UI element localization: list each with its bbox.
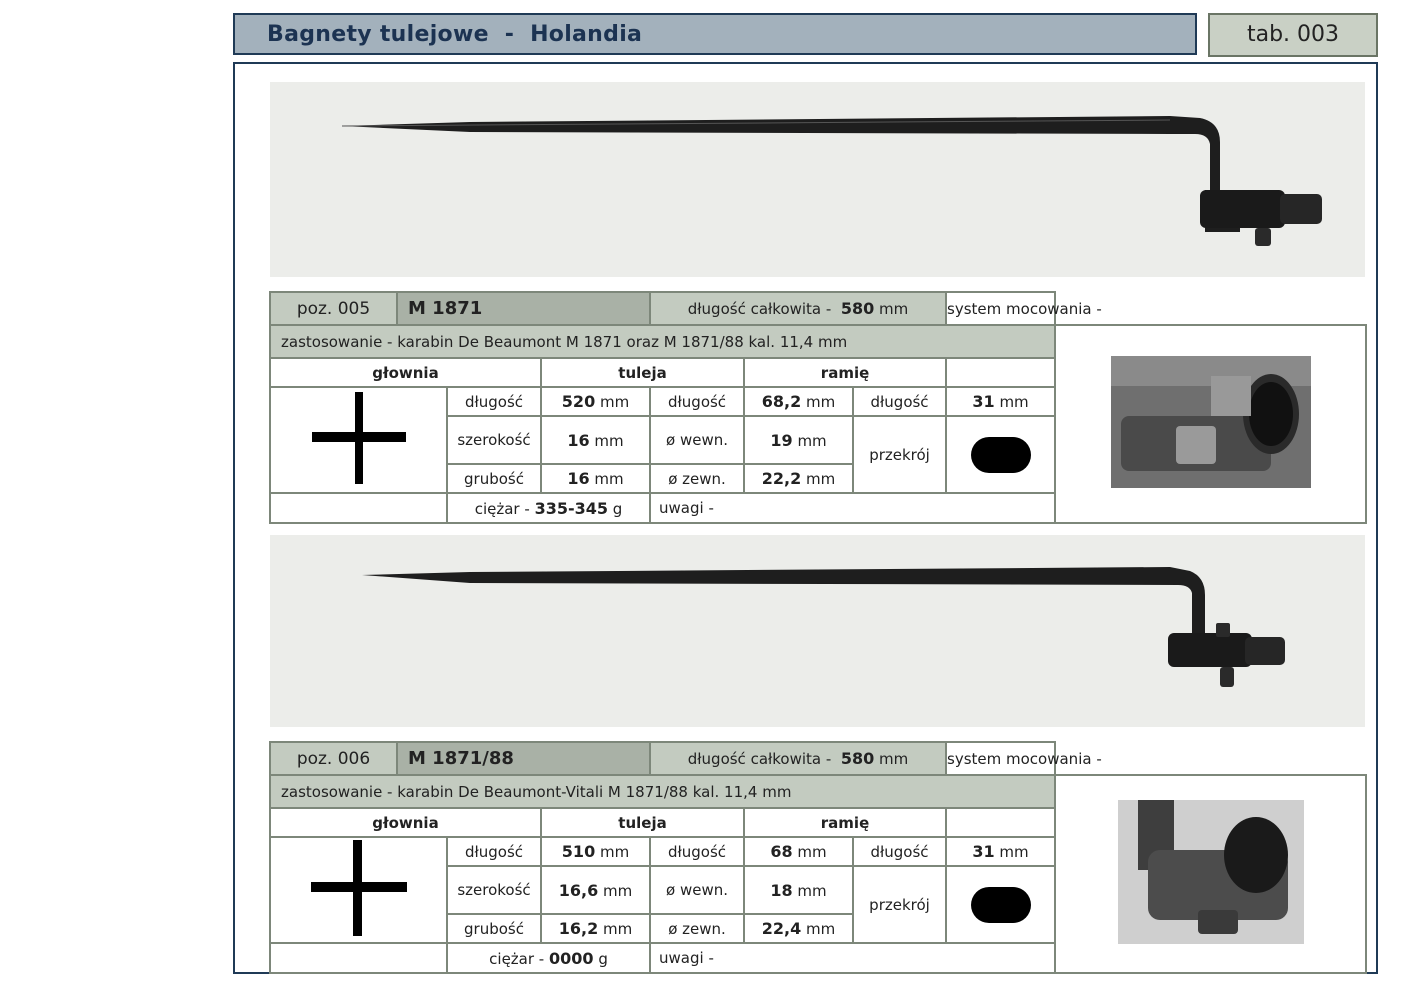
blank-cell [270, 493, 447, 523]
outer-diameter-label: ø zewn. [650, 914, 744, 943]
model-name: M 1871/88 [397, 742, 650, 775]
blade-length-label: długość [447, 387, 541, 416]
mount-image [1111, 356, 1311, 488]
arm-header: ramię [744, 808, 946, 837]
socket-header: tuleja [541, 808, 744, 837]
blade-length: 520 mm [541, 387, 650, 416]
arm-cross-section [946, 866, 1055, 943]
arm-length-label: długość [853, 387, 946, 416]
socket-header: tuleja [541, 358, 744, 387]
total-length: długość całkowita - 580 mm [650, 292, 946, 325]
blade-thickness: 16,2 mm [541, 914, 650, 943]
inner-diameter-label: ø wewn. [650, 866, 744, 914]
bayonet-photo-006 [270, 535, 1365, 727]
socket-length-label: długość [650, 837, 744, 866]
bayonet-photo-005 [270, 82, 1365, 277]
table-number: tab. 003 [1208, 13, 1378, 57]
mount-system-label: system mocowania - [946, 742, 1055, 775]
blade-header: głownia [270, 358, 541, 387]
spec-table-005 [269, 291, 1367, 524]
outer-diameter: 22,4 mm [744, 914, 853, 943]
blade-width-label: szerokość [447, 416, 541, 464]
inner-diameter: 19 mm [744, 416, 853, 464]
blade-length-label: długość [447, 837, 541, 866]
oval-shape [971, 887, 1031, 923]
weight: ciężar - 0000 g [447, 943, 650, 973]
position-number: poz. 005 [270, 292, 397, 325]
blade-header: głownia [270, 808, 541, 837]
inner-diameter-label: ø wewn. [650, 416, 744, 464]
blade-length: 510 mm [541, 837, 650, 866]
arm-length: 31 mm [946, 837, 1055, 866]
blade-thickness-label: grubość [447, 464, 541, 493]
blade-thickness: 16 mm [541, 464, 650, 493]
blank-cell [270, 943, 447, 973]
socket-length: 68,2 mm [744, 387, 853, 416]
model-name: M 1871 [397, 292, 650, 325]
arm-cross-section [946, 416, 1055, 493]
blade-cross-section-005 [270, 387, 447, 493]
total-length: długość całkowita - 580 mm [650, 742, 946, 775]
position-number: poz. 006 [270, 742, 397, 775]
weight: ciężar - 335-345 g [447, 493, 650, 523]
remarks: uwagi - [650, 493, 1055, 523]
blade-thickness-label: grubość [447, 914, 541, 943]
cross-section-label: przekrój [853, 866, 946, 943]
oval-shape [971, 437, 1031, 473]
spec-table-006 [269, 741, 1367, 974]
outer-diameter-label: ø zewn. [650, 464, 744, 493]
mount-image [1118, 800, 1304, 944]
arm-length-label: długość [853, 837, 946, 866]
application: zastosowanie - karabin De Beaumont M 1871 oraz M 1871/88 kal. 11,4 mm [270, 325, 1055, 358]
cross-section-label: przekrój [853, 416, 946, 493]
mount-system-label: system mocowania - [946, 292, 1055, 325]
outer-diameter: 22,2 mm [744, 464, 853, 493]
blade-width-label: szerokość [447, 866, 541, 914]
arm-length: 31 mm [946, 387, 1055, 416]
cross-section-icon [309, 838, 409, 938]
blade-width: 16,6 mm [541, 866, 650, 914]
mount-photo-006 [1055, 775, 1366, 973]
blade-width: 16 mm [541, 416, 650, 464]
application: zastosowanie - karabin De Beaumont-Vitali M 1871/88 kal. 11,4 mm [270, 775, 1055, 808]
arm-header: ramię [744, 358, 946, 387]
socket-length-label: długość [650, 387, 744, 416]
socket-length: 68 mm [744, 837, 853, 866]
cross-section-icon [309, 388, 409, 488]
blade-cross-section-006 [270, 837, 447, 943]
mount-photo-005 [1055, 325, 1366, 523]
page-header [233, 13, 1197, 55]
remarks: uwagi - [650, 943, 1055, 973]
inner-diameter: 18 mm [744, 866, 853, 914]
page-title: Bagnety tulejowe - Holandia [267, 22, 643, 47]
